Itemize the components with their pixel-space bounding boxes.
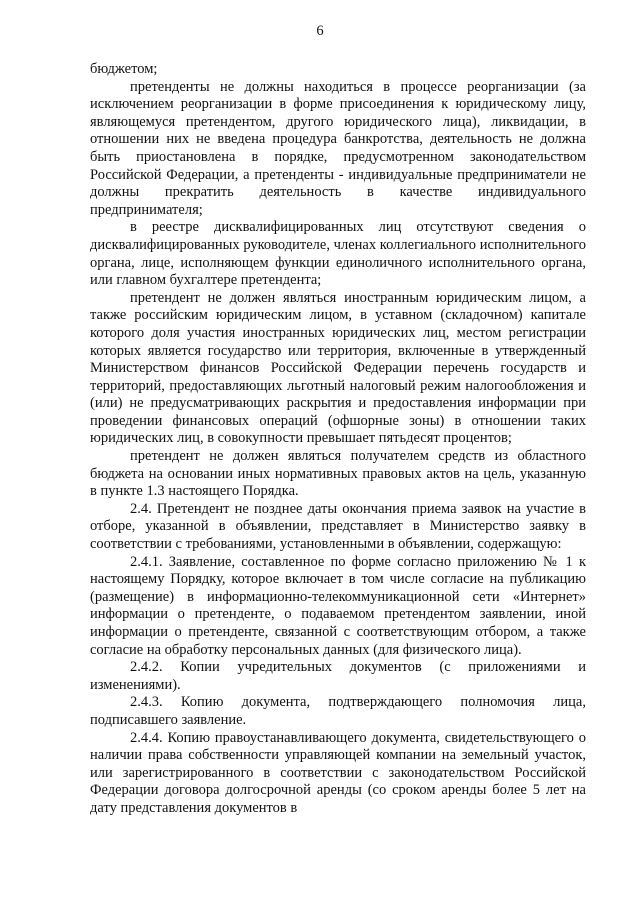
paragraph-2-4-4: 2.4.4. Копию правоустанавливающего документа, свидетельствующего о наличии права собственности управляющей компании на земельный участок, или зарегистрированного в соответствии с законодательством Российской Федерации договора долгосрочной аренды (со сроком аренды более 5 лет на дату представления документов в — [90, 729, 586, 816]
paragraph-2-4-3: 2.4.3. Копию документа, подтверждающего полномочия лица, подписавшего заявление. — [90, 694, 586, 728]
paragraph-2-4-2: 2.4.2. Копии учредительных документов (с приложениями и изменениями). — [90, 659, 586, 693]
page-number: 6 — [316, 23, 324, 39]
paragraph-foreign-entity: претендент не должен являться иностранным юридическим лицом, а также российским юридическим лицом, в уставном (складочном) капитале которого доля участия иностранных юридических лиц, местом регистрации которых является государство или территория, включенные в утвержденный Министерством финансов Российской Федерации перечень государств и территорий, предоставляющих льготный налоговый режим налогообложения и (или) не предусматривающих раскрытия и предоставления информации при проведении финансовых операций (офшорные зоны) в отношении таких юридических лиц, в совокупности превышает пятьдесят процентов; — [90, 289, 586, 447]
paragraph-disqualified-registry: в реестре дисквалифицированных лиц отсутствуют сведения о дисквалифицированных руководителе, членах коллегиального исполнительного органа, лице, исполняющем функции единоличного исполнительного органа, или главном бухгалтере претендента; — [90, 219, 586, 289]
paragraph-budget-end: бюджетом; — [90, 61, 158, 77]
paragraph-regional-budget: претендент не должен являться получателем средств из областного бюджета на основании иных нормативных правовых актов на цель, указанную в пункте 1.3 настоящего Порядка. — [90, 448, 586, 500]
paragraph-2-4-1: 2.4.1. Заявление, составленное по форме согласно приложению № 1 к настоящему Порядку, которое включает в том числе согласие на публикацию (размещение) в информационно-телекоммуникационной сети «Интернет» информации о претенденте, о подаваемом претендентом заявлении, иной информации о претенденте, связанной с соответствующим отбором, а также согласие на обработку персональных данных (для физического лица). — [90, 553, 586, 658]
document-body — [90, 61, 586, 818]
paragraph-no-reorganization: претенденты не должны находиться в процессе реорганизации (за исключением реорганизации в форме присоединения к юридическому лицу, являющемуся претендентом, другого юридического лица), ликвидации, в отношении них не введена процедура банкротства, деятельность не должна быть приостановлена в порядке, предусмотренном законодательством Российской Федерации, а претенденты - индивидуальные предприниматели не должны прекратить деятельность в качестве индивидуального предпринимателя; — [90, 78, 586, 218]
paragraph-2-4: 2.4. Претендент не позднее даты окончания приема заявок на участие в отборе, указанной в объявлении, представляет в Министерство заявку в соответствии с требованиями, установленными в объявлении, содержащую: — [90, 500, 586, 553]
